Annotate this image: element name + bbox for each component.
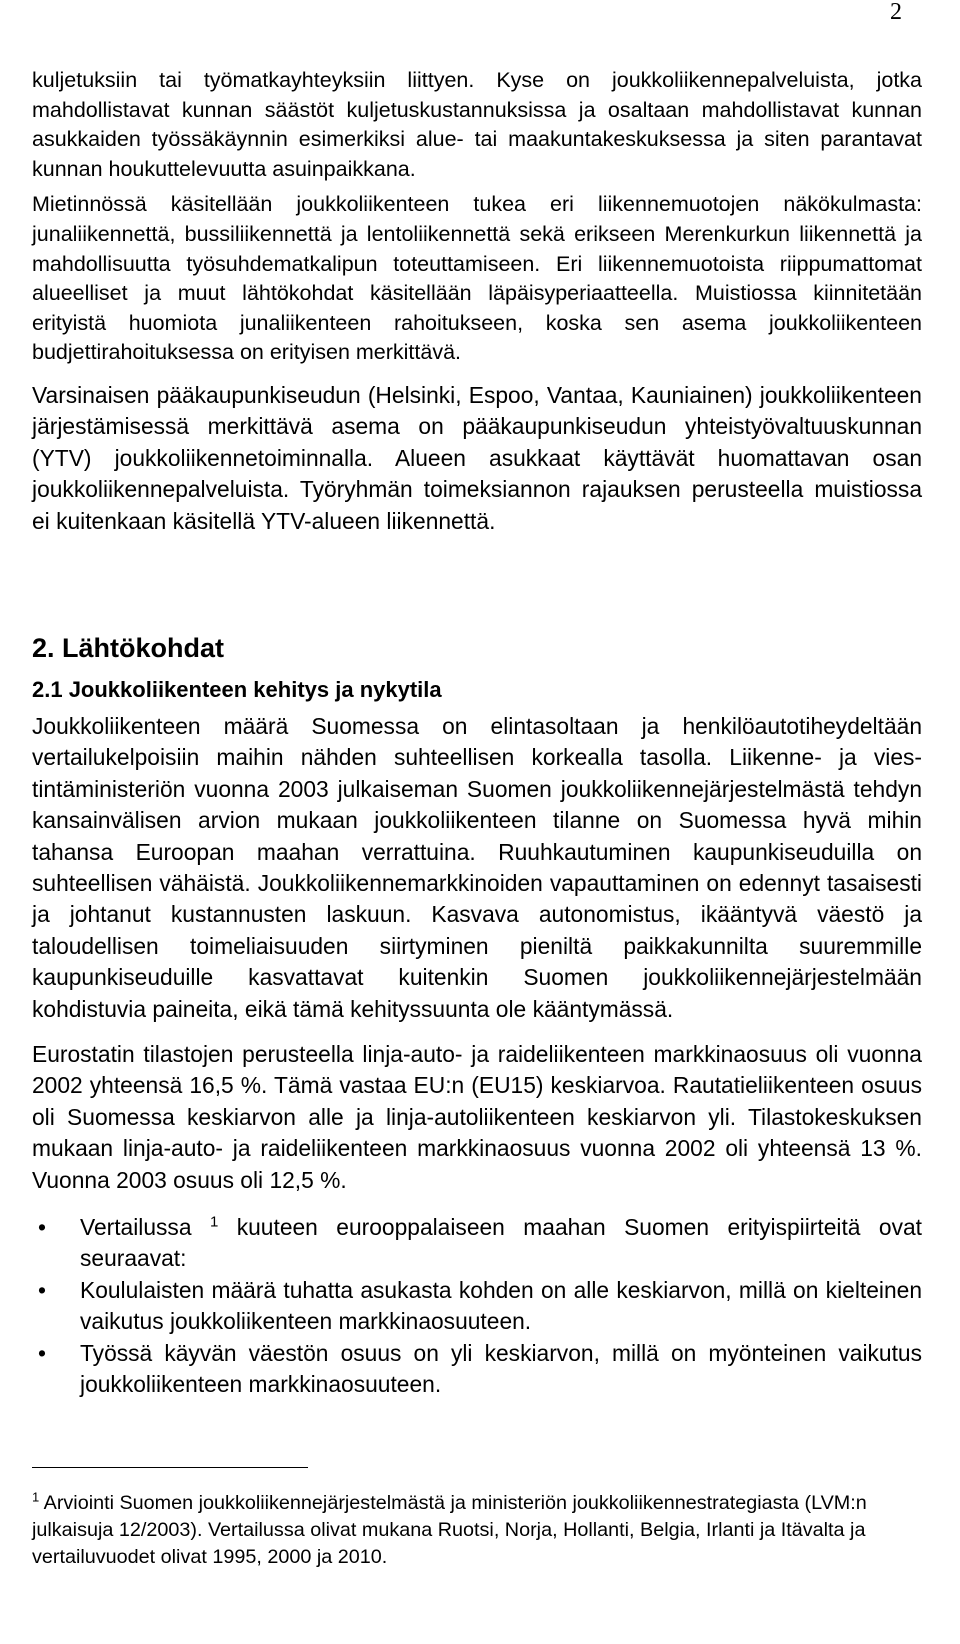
list-item-text-end: kuuteen eurooppalaiseen maahan Suomen erityispiirteitä ovat seuraavat: — [80, 1214, 922, 1272]
footnote-divider — [32, 1467, 308, 1468]
bullet-list — [32, 1212, 922, 1400]
list-item-text-start: Vertailussa — [80, 1214, 210, 1241]
paragraph-transport-services: kuljetuksiin tai työmatkayhteyksiin liittyen. Kyse on joukkoliikennepalveluista, jotka mahdollistavat kunnan säästöt kuljetuskustannuksissa ja osaltaan mahdollistavat kunnan asukkaiden työssäkäynnin esimerkiksi alue- tai maakuntakeskuksessa ja siten parantavat kunnan houkuttelevuutta asuinpaikkana. — [32, 68, 922, 181]
bullet-icon: • — [38, 1214, 46, 1241]
list-item — [32, 1275, 922, 1338]
list-item-text: Koululaisten määrä tuhatta asukasta kohden on alle keskiarvon, millä on kielteinen vaikutus joukkoliikenteen markkinaosuuteen. — [80, 1276, 922, 1335]
subsection-heading: 2.1 Joukkoliikenteen kehitys ja nykytila — [32, 676, 442, 702]
paragraph-transport-modes: Mietinnössä käsitellään joukkoliikenteen tukea eri liikennemuotojen näkökulmasta: junaliikennettä, bussiliikennettä ja lentoliikennettä sekä erikseen Merenkurkun liikennettä ja mahdollisuutta työsuhdematkalipun toteuttamiseen. Eri liikennemuotoista riippumattomat alueelliset ja muut lähtökohdat käsitellään läpäisyperiaatteella. Muistiossa kiinnitetään erityistä huomiota junaliikenteen rahoitukseen, koska sen asema joukkoliikenteen budjettirahoituksessa on erityisen merkittävä. — [32, 192, 922, 365]
footnote-number: 1 — [32, 1488, 40, 1504]
list-item-text: Työssä käyvän väestön osuus on yli keskiarvon, millä on myönteinen vaikutus joukkoliikenteen markkinaosuuteen. — [80, 1339, 922, 1398]
document-body — [32, 66, 922, 1572]
bullet-icon: • — [38, 1276, 46, 1303]
paragraph-eurostat: Eurostatin tilastojen perusteella linja-auto- ja raideliikenteen markkinaosuus oli vuonna 2002 yhteensä 16,5 %. Tämä vastaa EU:n (EU15) keskiarvoa. Rautatieliikenteen osuus oli Suomessa keskiarvon alle ja linja-autoliikenteen keskiarvon yli. Tilastokeskuksen mukaan linja-auto- ja raideliikenteen markkinaosuus vuonna 2002 oli yhteensä 13 %. Vuonna 2003 osuus oli 12,5 %. — [32, 1041, 922, 1193]
footnote-text: Arviointi Suomen joukkoliikennejärjestelmästä ja ministeriön joukkoliikennestrategiasta (LVM:n julkaisuja 12/2003). Vertailussa olivat mukana Ruotsi, Norja, Hollanti, Belgia, Irlanti ja Itävalta ja vertailuvuodet olivat 1995, 2000 ja 2010. — [32, 1491, 867, 1569]
paragraph-ytv: Varsinaisen pääkaupunkiseudun (Helsinki, Espoo, Vantaa, Kauniainen) joukkoliikenteen järjestämisessä merkittävä asema on pääkaupunkiseudun yhteistyövaltuuskunnan (YTV) joukkoliikennetoiminnalla. Alueen asukkaat käyttävät huomattavan osan joukkoliikennepalveluista. Työryhmän toimeksiannon rajauksen perusteella muistiossa ei kuitenkaan käsitellä YTV-alueen liikennettä. — [32, 381, 922, 534]
page-number: 2 — [890, 0, 902, 25]
bullet-icon: • — [38, 1339, 46, 1366]
footnote-reference: 1 — [209, 1213, 219, 1231]
footnote — [32, 1490, 922, 1572]
paragraph-development: Joukkoliikenteen määrä Suomessa on elintasoltaan ja henkilöautotiheydeltään vertailukelpoisiin maihin nähden suhteellisen korkealla tasolla. Liikenne- ja viestintäministeriön vuonna 2003 julkaiseman Suomen joukkoliikennejärjestelmästä tehdyn kansainvälisen arvion mukaan joukkoliikenteen tilanne on Suomessa hyvä mihin tahansa Euroopan maahan verrattuina. Ruuhkautuminen kaupunkiseuduilla on suhteellisen vähäistä. Joukkoliikennemarkkinoiden vapauttaminen on edennyt tasaisesti ja johtanut kustannusten laskuun. Kasvava autonomistus, ikääntyvä väestö ja taloudellisen toimeliaisuuden siirtyminen pieniltä paikkakunnilta suuremmille kaupunkiseuduille kasvattavat kuitenkin Suomen joukkoliikennejärjestelmään kohdistuvia paineita, eikä tämä kehityssuunta ole kääntymässä. — [32, 712, 922, 1022]
list-item — [32, 1338, 922, 1401]
section-heading: 2. Lähtökohdat — [32, 632, 225, 663]
list-item — [32, 1212, 922, 1275]
